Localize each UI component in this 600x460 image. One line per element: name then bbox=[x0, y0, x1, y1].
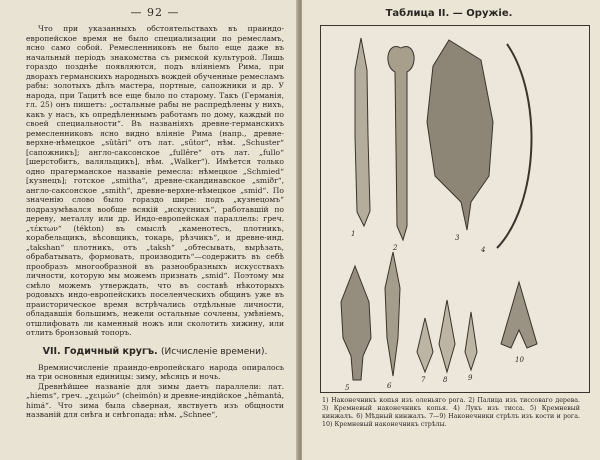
figure-number-6: 6 bbox=[387, 382, 392, 390]
section-heading bbox=[26, 346, 284, 357]
figure-number-2: 2 bbox=[393, 244, 398, 252]
paragraph-crafts: Что при указанныхъ обстоятельствахъ въ праиндо-европейское время не было специализации по ремесламъ, ясно само собой. Ремесленниковъ не было еще даже въ начальный періодъ знакомства съ римской культурой. Лишь гораздо позднѣе появляются, подъ вліяніемъ Рима, при дворахъ германскихъ народныхъ вождей обученные ремесламъ рабы: золотыхъ дѣлъ мастера, портные, сапожники и др. У народа, при Тацитѣ все еще было по старому. Такъ (Германія, гл. 25) онъ пишетъ: „остальные рабы не распредѣлены у нихъ, какъ у насъ, къ опредѣленнымъ работамъ по дому, каждый по своей специальности“. Въ названіяхъ древне-германскихъ ремесленниковъ ясно видно вліяніе Рима (напр., древне-верхне-нѣмецкое „sûtâri“ отъ лат. „sûtor“, нѣм. „Schuster“ [сапожникъ]; англо-саксонское „fullêre“ отъ лат. „fullo“ [шерстобитъ, валяльщикъ], нѣм. „Walker“). Имѣется только одно прагерманское названіе ремесла: нѣмецкое „Schmied“ [кузнецъ]; готское „smitha“, древне-скандинавское „smiðr“, англо-саксонское „smith“, древне-верхне-нѣмецкое „smid“. По значенію слово было гораздо шире: подъ „кузнецомъ“ подразумѣвался вообще всякій „искусникъ“, работавшій по дереву, металлу или др. Индо-европейская параллель: греч. „τέκτων“ (tékton) въ смыслѣ „каменотесъ, плотникъ, корабельщикъ, вѣсовщикъ, токарь, рѣзчикъ“, и древне-инд. „takshan“ плотникъ, отъ „taksh“ „обтесывать, вырѣзать, обрабатывать, формовать, производить“—содержитъ въ себѣ прообразъ многообразной въ разнообразныхъ искусствахъ личности, которую мы можемъ признать „smid“. Поэтому мы смѣло можемъ утверждать, что въ составѣ нѣкоторыхъ родовыхъ индо-европейскихъ поселенческихъ общинъ уже въ праисторическое время встрѣчались отдѣльные личности, обладавшія большимъ, нежели остальные сочлены, умѣніемъ, отшлифовать ли каменный ножъ или сколотить хижину, или отлить бронзовый топоръ. bbox=[26, 24, 284, 337]
figure-number-9: 9 bbox=[468, 374, 473, 382]
bone-arrowhead-7-drawing bbox=[417, 318, 433, 372]
plate-caption: 1) Наконечникъ копья изъ оленьяго рога. 2) Палица изъ тиссоваго дерева. 3) Кремневый наконечникъ копья. 4) Лукъ изъ тисса. 5) Кремневый кинжалъ. 6) Мѣдный кинжалъ. 7—9) Наконечники стрѣлъ изъ кости и рога. 10) Кремневый наконечникъ стрѣлы. bbox=[322, 397, 580, 428]
plate-title: Таблица II. — Оружіе. bbox=[385, 8, 513, 19]
right-page bbox=[302, 0, 600, 460]
figure-number-5: 5 bbox=[345, 384, 350, 392]
flint-spearhead-drawing bbox=[427, 40, 493, 230]
figure-number-4: 4 bbox=[481, 246, 486, 254]
flint-dagger-drawing bbox=[341, 266, 371, 380]
figure-number-1: 1 bbox=[351, 230, 356, 238]
yew-bow-drawing bbox=[497, 44, 531, 248]
page-number: — 92 — bbox=[130, 6, 180, 19]
weapons-illustration bbox=[321, 26, 589, 392]
figure-number-10: 10 bbox=[515, 356, 524, 364]
figure-number-8: 8 bbox=[443, 376, 448, 384]
figure-number-3: 3 bbox=[455, 234, 460, 242]
bone-arrowhead-9-drawing bbox=[465, 312, 477, 370]
yew-club-drawing bbox=[388, 46, 414, 240]
paragraph-winter: Древнѣйшее названіе для зимы даетъ параллели: лат. „hiems“, греч. „χειμών“ (cheimón) и древне-индійское „hêmantá, himá“. Что зима была сѣверная, явствуетъ изъ общности названій для снѣга и снѣгопада: нѣм. „Schnee“, bbox=[26, 381, 284, 419]
paragraph-time-units: Времяисчисленіе праиндо-европейскаго народа опиралось на три основныя единицы: зиму, мѣсяцъ и ночь. bbox=[26, 362, 284, 381]
weapons-plate bbox=[320, 25, 590, 393]
section-title: VII. Годичный кругъ. bbox=[42, 345, 158, 357]
flint-arrowhead-drawing bbox=[501, 282, 537, 348]
left-page bbox=[0, 0, 298, 460]
antler-spearhead-drawing bbox=[355, 38, 370, 226]
figure-number-7: 7 bbox=[421, 376, 426, 384]
antler-arrowhead-8-drawing bbox=[439, 300, 455, 372]
section-subtitle: (Исчисленіе времени). bbox=[160, 346, 268, 357]
copper-dagger-drawing bbox=[385, 252, 400, 376]
